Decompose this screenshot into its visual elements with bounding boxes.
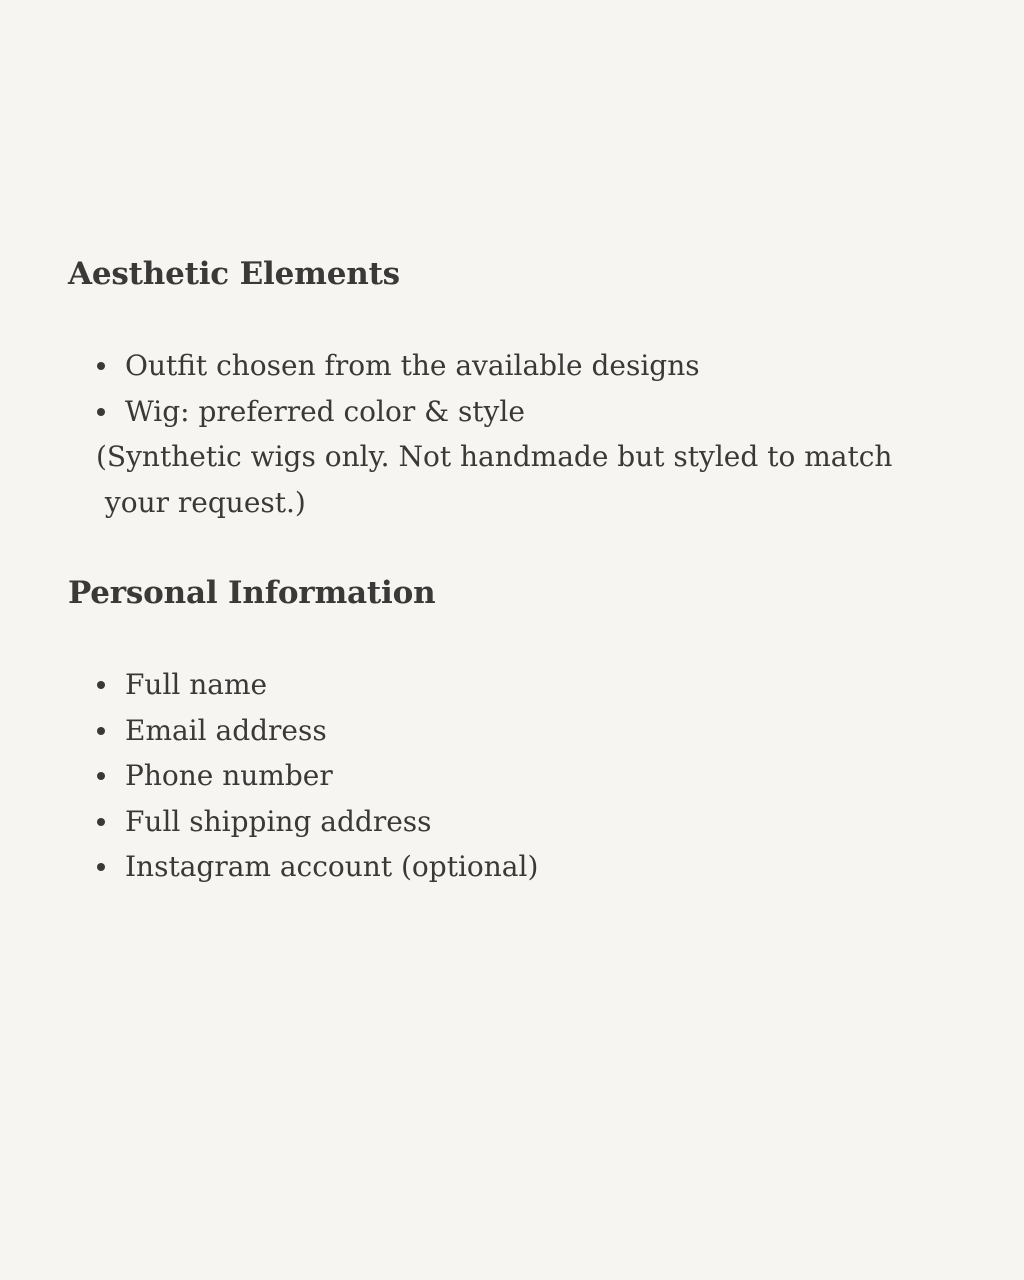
list-item-email-address: Email address [68,708,956,754]
note-line-2: your request.) [96,485,306,519]
aesthetic-elements-heading: Aesthetic Elements [68,256,400,292]
aesthetic-elements-list [68,343,956,434]
section-personal-information [68,571,956,890]
list-item-shipping-address: Full shipping address [68,799,956,845]
list-item-wig: Wig: preferred color & style [68,389,956,435]
note-line-1: (Synthetic wigs only. Not handmade but styled to match [96,440,893,473]
section-aesthetic-elements [68,252,956,525]
personal-information-list [68,662,956,890]
personal-information-heading: Personal Information [68,575,436,611]
synthetic-wigs-note [96,434,956,525]
list-item-phone-number: Phone number [68,753,956,799]
list-item-outfit: Outfit chosen from the available designs [68,343,956,389]
list-item-instagram-account: Instagram account (optional) [68,844,956,890]
list-item-full-name: Full name [68,662,956,708]
